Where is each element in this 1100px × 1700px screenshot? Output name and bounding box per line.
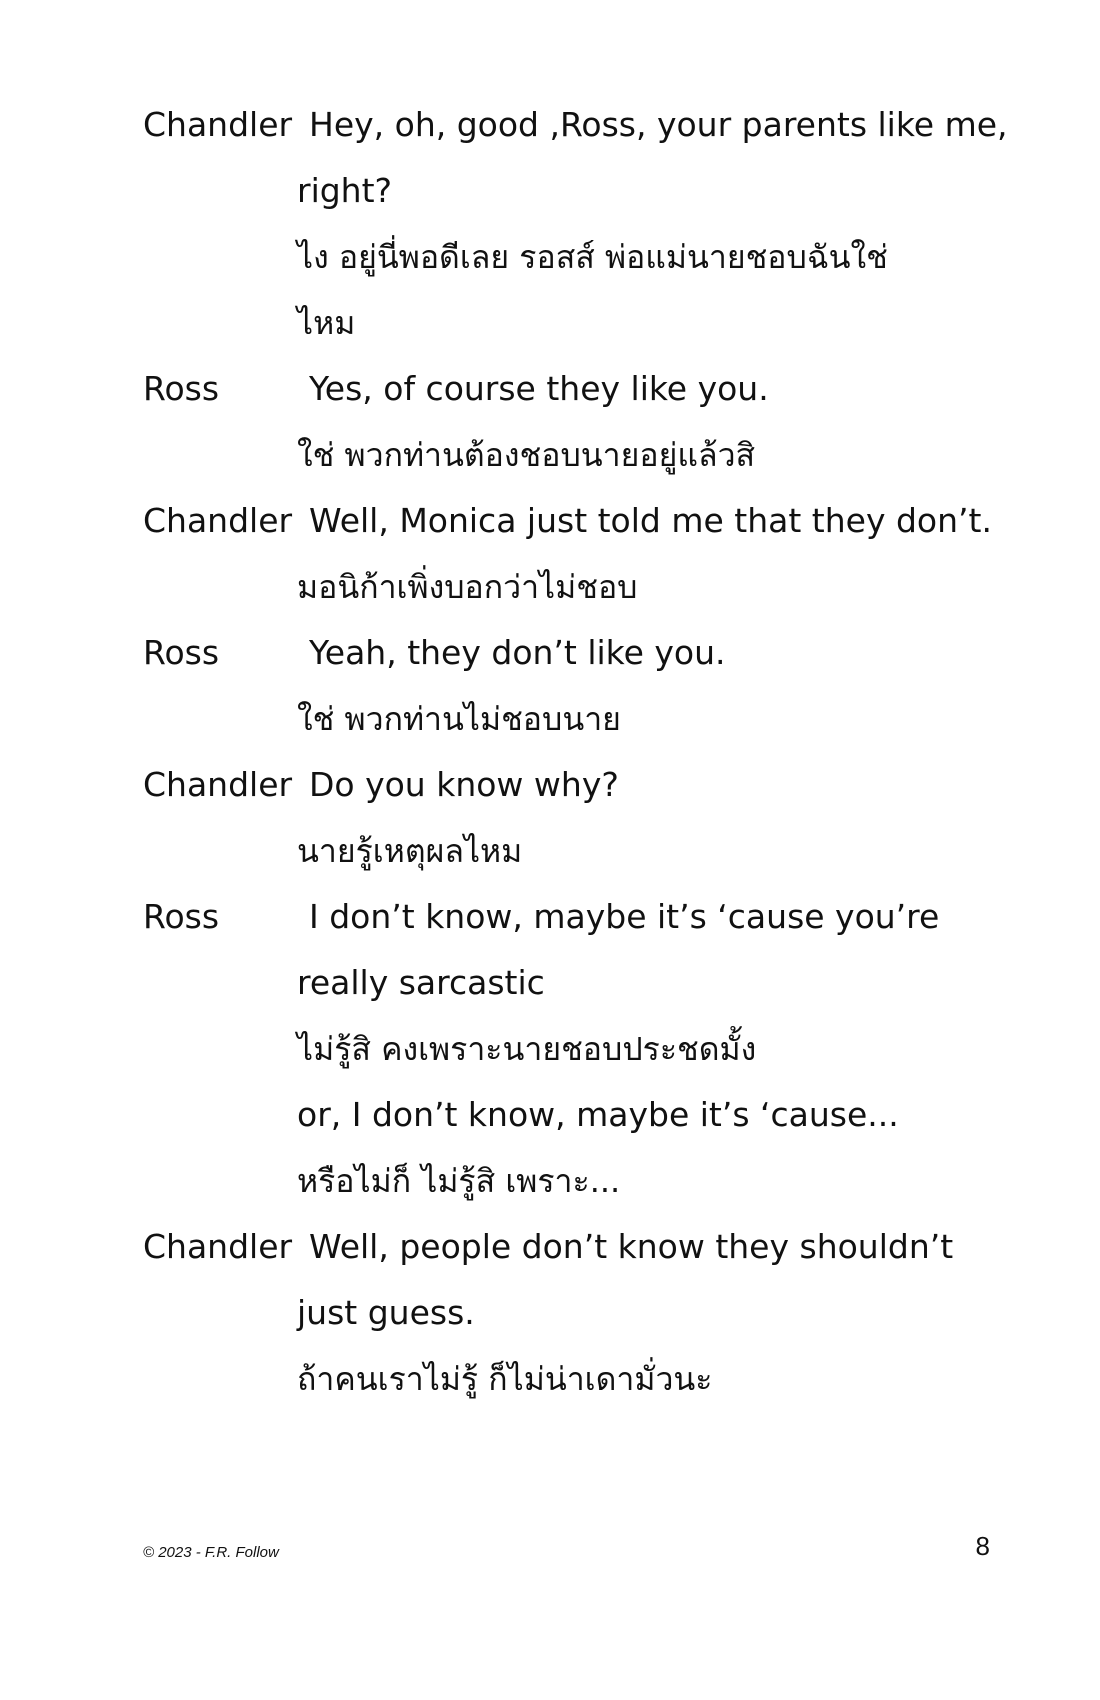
dialogue-line [143,1346,1023,1412]
english-line: Do you know why? [309,765,619,804]
thai-translation: ใช่ พวกท่านไม่ชอบนาย [297,700,621,738]
english-line: or, I don’t know, maybe it’s ‘cause... [297,1095,899,1134]
dialogue-line [143,1148,1023,1214]
speaker-name: Ross [143,633,220,672]
english-line: Well, people don’t know they shouldn’t [309,1227,954,1266]
english-line: I don’t know, maybe it’s ‘cause you’re [309,897,940,936]
thai-translation: ใช่ พวกท่านต้องชอบนายอยู่แล้วสิ [297,436,756,474]
dialogue-line [143,158,1023,224]
dialogue-line [143,752,1023,818]
speaker-name: Ross [143,897,220,936]
copyright-notice: © 2023 - F.R. Follow [143,1544,279,1561]
thai-translation: นายรู้เหตุผลไหม [297,832,523,870]
page-number: 8 [975,1531,990,1561]
english-line: Yes, of course they like you. [309,369,769,408]
dialogue-line [143,1016,1023,1082]
dialogue-script [143,92,1023,1412]
thai-translation: ไม่รู้สิ คงเพราะนายชอบประชดมั้ง [297,1030,757,1068]
dialogue-line [143,290,1023,356]
dialogue-line [143,224,1023,290]
dialogue-line [143,950,1023,1016]
english-line: really sarcastic [297,963,545,1002]
thai-translation: ไง อยู่นี่พอดีเลย รอสส์ พ่อแม่นายชอบฉันใช่ [297,238,888,276]
dialogue-line [143,620,1023,686]
speaker-name: Chandler [143,765,293,804]
dialogue-line [143,818,1023,884]
dialogue-line [143,356,1023,422]
dialogue-line [143,1214,1023,1280]
dialogue-line [143,554,1023,620]
dialogue-line [143,1082,1023,1148]
speaker-name: Ross [143,369,220,408]
thai-translation: ไหม [297,304,356,342]
speaker-name: Chandler [143,1227,293,1266]
dialogue-line [143,686,1023,752]
thai-translation: หรือไม่ก็ ไม่รู้สิ เพราะ... [297,1162,621,1200]
speaker-name: Chandler [143,105,293,144]
thai-translation: มอนิก้าเพิ่งบอกว่าไม่ชอบ [297,568,638,606]
english-line: right? [297,171,393,210]
speaker-name: Chandler [143,501,293,540]
english-line: Well, Monica just told me that they don’t. [309,501,992,540]
thai-translation: ถ้าคนเราไม่รู้ ก็ไม่น่าเดามั่วนะ [297,1360,713,1398]
dialogue-line [143,488,1023,554]
dialogue-line [143,884,1023,950]
dialogue-line [143,1280,1023,1346]
english-line: Hey, oh, good ,Ross, your parents like me, [309,105,1008,144]
dialogue-line [143,92,1023,158]
english-line: just guess. [297,1293,475,1332]
english-line: Yeah, they don’t like you. [309,633,726,672]
dialogue-line [143,422,1023,488]
